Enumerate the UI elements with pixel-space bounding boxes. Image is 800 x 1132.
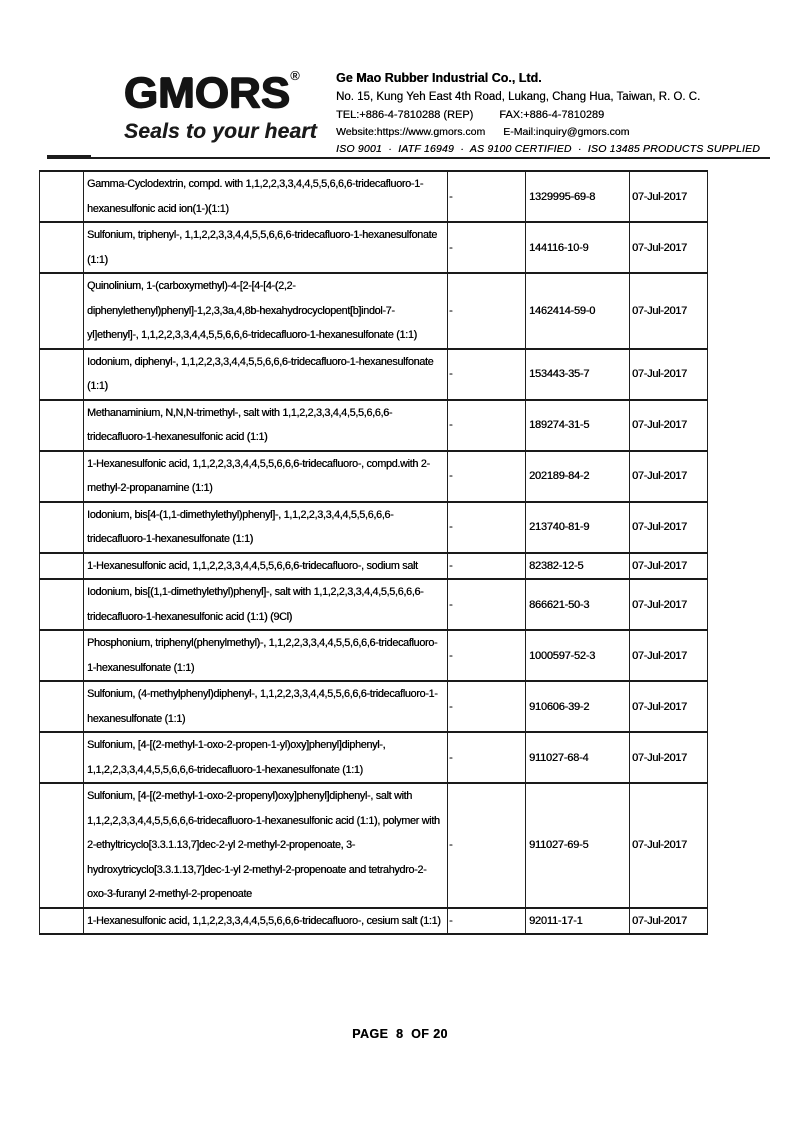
substance-name-cell: Methanaminium, N,N,N-trimethyl-, salt with 1,1,2,2,3,3,4,4,5,5,6,6,6-tridecafluoro-1-hexanesulfonic acid (1:1)	[84, 400, 448, 451]
remark-cell: -	[448, 171, 526, 222]
remark-cell: -	[448, 273, 526, 349]
header-divider	[48, 157, 770, 159]
substance-row	[40, 349, 708, 400]
substance-name-cell: Iodonium, bis[4-(1,1-dimethylethyl)phenyl]-, 1,1,2,2,3,3,4,4,5,5,6,6,6-tridecafluoro-1-hexanesulfonate (1:1)	[84, 502, 448, 553]
cas-number-cell: 202189-84-2	[526, 451, 630, 502]
substance-name-cell: Sulfonium, triphenyl-, 1,1,2,2,3,3,4,4,5,5,6,6,6-tridecafluoro-1-hexanesulfonate (1:1)	[84, 222, 448, 273]
substance-name-cell: 1-Hexanesulfonic acid, 1,1,2,2,3,3,4,4,5,5,6,6,6-tridecafluoro-, sodium salt	[84, 553, 448, 580]
page-number: PAGE 8 OF 20	[352, 1027, 448, 1041]
gmors-logo: GMORS	[124, 70, 291, 118]
substance-row	[40, 908, 708, 935]
substance-row	[40, 681, 708, 732]
substance-name-cell: Phosphonium, triphenyl(phenylmethyl)-, 1,1,2,2,3,3,4,4,5,5,6,6,6-tridecafluoro-1-hexanesulfonate (1:1)	[84, 630, 448, 681]
blank-cell	[40, 400, 84, 451]
cas-number-cell: 866621-50-3	[526, 579, 630, 630]
substance-name-cell: 1-Hexanesulfonic acid, 1,1,2,2,3,3,4,4,5,5,6,6,6-tridecafluoro-, cesium salt (1:1)	[84, 908, 448, 935]
date-cell: 07-Jul-2017	[630, 171, 708, 222]
date-cell: 07-Jul-2017	[630, 400, 708, 451]
substance-row	[40, 400, 708, 451]
substance-name-cell: Sulfonium, [4-[(2-methyl-1-oxo-2-propenyl)oxy]phenyl]diphenyl-, salt with 1,1,2,2,3,3,4,4,5,5,6,6,6-tridecafluoro-1-hexanesulfonic acid (1:1), polymer with 2-ethyltricyclo[3.3.1.13,7]dec-2-yl 2-methyl-2-propenoate, 3-hydroxytricyclo[3.3.1.13,7]dec-1-yl 2-methyl-2-propenoate and tetrahydro-2-oxo-3-furanyl 2-methyl-2-propenoate	[84, 783, 448, 908]
date-cell: 07-Jul-2017	[630, 783, 708, 908]
remark-cell: -	[448, 222, 526, 273]
substance-row	[40, 579, 708, 630]
tel-number: TEL:+886-4-7810288 (REP)	[336, 109, 474, 121]
date-cell: 07-Jul-2017	[630, 273, 708, 349]
blank-cell	[40, 630, 84, 681]
blank-cell	[40, 553, 84, 580]
remark-cell: -	[448, 681, 526, 732]
cas-number-cell: 911027-68-4	[526, 732, 630, 783]
substance-name-cell: Iodonium, bis[(1,1-dimethylethyl)phenyl]-, salt with 1,1,2,2,3,3,4,4,5,5,6,6,6-tridecafluoro-1-hexanesulfonic acid (1:1) (9Cl)	[84, 579, 448, 630]
remark-cell: -	[448, 451, 526, 502]
cas-number-cell: 153443-35-7	[526, 349, 630, 400]
substance-name-cell: 1-Hexanesulfonic acid, 1,1,2,2,3,3,4,4,5,5,6,6,6-tridecafluoro-, compd.with 2-methyl-2-propanamine (1:1)	[84, 451, 448, 502]
blank-cell	[40, 681, 84, 732]
substance-row	[40, 553, 708, 580]
cas-number-cell: 82382-12-5	[526, 553, 630, 580]
date-cell: 07-Jul-2017	[630, 732, 708, 783]
cas-number-cell: 1329995-69-8	[526, 171, 630, 222]
substance-row	[40, 451, 708, 502]
blank-cell	[40, 451, 84, 502]
remark-cell: -	[448, 349, 526, 400]
remark-cell: -	[448, 579, 526, 630]
company-info	[336, 71, 761, 155]
logo-block	[124, 68, 339, 144]
date-cell: 07-Jul-2017	[630, 349, 708, 400]
blank-cell	[40, 273, 84, 349]
substance-row	[40, 630, 708, 681]
substance-row	[40, 273, 708, 349]
cas-number-cell: 92011-17-1	[526, 908, 630, 935]
date-cell: 07-Jul-2017	[630, 553, 708, 580]
substance-name-cell: Quinolinium, 1-(carboxymethyl)-4-[2-[4-[4-(2,2-diphenylethenyl)phenyl]-1,2,3,3a,4,8b-hexahydrocyclopent[b]indol-7-yl]ethenyl]-, 1,1,2,2,3,3,4,4,5,5,6,6,6-tridecafluoro-1-hexanesulfonate (1:1)	[84, 273, 448, 349]
date-cell: 07-Jul-2017	[630, 222, 708, 273]
remark-cell: -	[448, 630, 526, 681]
remark-cell: -	[448, 908, 526, 935]
blank-cell	[40, 171, 84, 222]
remark-cell: -	[448, 502, 526, 553]
substance-name-cell: Iodonium, diphenyl-, 1,1,2,2,3,3,4,4,5,5,6,6,6-tridecafluoro-1-hexanesulfonate (1:1)	[84, 349, 448, 400]
company-name: Ge Mao Rubber Industrial Co., Ltd.	[336, 71, 542, 85]
date-cell: 07-Jul-2017	[630, 451, 708, 502]
website-email-line	[336, 126, 756, 138]
substance-name-cell: Sulfonium, [4-[(2-methyl-1-oxo-2-propen-1-yl)oxy]phenyl]diphenyl-, 1,1,2,2,3,3,4,4,5,5,6,6,6-tridecafluoro-1-hexanesulfonate (1:1)	[84, 732, 448, 783]
phone-fax-line	[336, 109, 756, 121]
email-address: E-Mail:inquiry@gmors.com	[503, 126, 630, 138]
cas-number-cell: 910606-39-2	[526, 681, 630, 732]
blank-cell	[40, 579, 84, 630]
fax-number: FAX:+886-4-7810289	[499, 109, 605, 121]
blank-cell	[40, 502, 84, 553]
remark-cell: -	[448, 553, 526, 580]
cas-number-cell: 911027-69-5	[526, 783, 630, 908]
date-cell: 07-Jul-2017	[630, 681, 708, 732]
website-url: Website:https://www.gmors.com	[336, 126, 486, 138]
company-address: No. 15, Kung Yeh East 4th Road, Lukang, Chang Hua, Taiwan, R. O. C.	[336, 91, 701, 103]
substance-row	[40, 783, 708, 908]
blank-cell	[40, 732, 84, 783]
page-footer	[0, 1025, 800, 1043]
substance-row	[40, 171, 708, 222]
remark-cell: -	[448, 400, 526, 451]
substances-table-body	[40, 171, 708, 934]
remark-cell: -	[448, 732, 526, 783]
cas-number-cell: 213740-81-9	[526, 502, 630, 553]
date-cell: 07-Jul-2017	[630, 908, 708, 935]
company-tagline: Seals to your heart	[124, 120, 317, 143]
logo-row	[124, 68, 339, 117]
substance-name-cell: Gamma-Cyclodextrin, compd. with 1,1,2,2,3,3,4,4,5,5,6,6,6-tridecafluoro-1-hexanesulfonic acid ion(1-)(1:1)	[84, 171, 448, 222]
substance-row	[40, 502, 708, 553]
substance-row	[40, 732, 708, 783]
header-divider-accent	[47, 155, 91, 159]
date-cell: 07-Jul-2017	[630, 579, 708, 630]
cas-number-cell: 1462414-59-0	[526, 273, 630, 349]
cas-number-cell: 189274-31-5	[526, 400, 630, 451]
date-cell: 07-Jul-2017	[630, 502, 708, 553]
blank-cell	[40, 783, 84, 908]
registered-trademark-icon: ®	[290, 68, 300, 83]
remark-cell: -	[448, 783, 526, 908]
blank-cell	[40, 222, 84, 273]
blank-cell	[40, 349, 84, 400]
substance-name-cell: Sulfonium, (4-methylphenyl)diphenyl-, 1,1,2,2,3,3,4,4,5,5,6,6,6-tridecafluoro-1-hexanesulfonate (1:1)	[84, 681, 448, 732]
cas-number-cell: 144116-10-9	[526, 222, 630, 273]
blank-cell	[40, 908, 84, 935]
certifications-line: ISO 9001 · IATF 16949 · AS 9100 CERTIFIED · ISO 13485 PRODUCTS SUPPLIED	[336, 143, 761, 155]
date-cell: 07-Jul-2017	[630, 630, 708, 681]
cas-number-cell: 1000597-52-3	[526, 630, 630, 681]
substances-table	[39, 170, 708, 935]
substance-row	[40, 222, 708, 273]
